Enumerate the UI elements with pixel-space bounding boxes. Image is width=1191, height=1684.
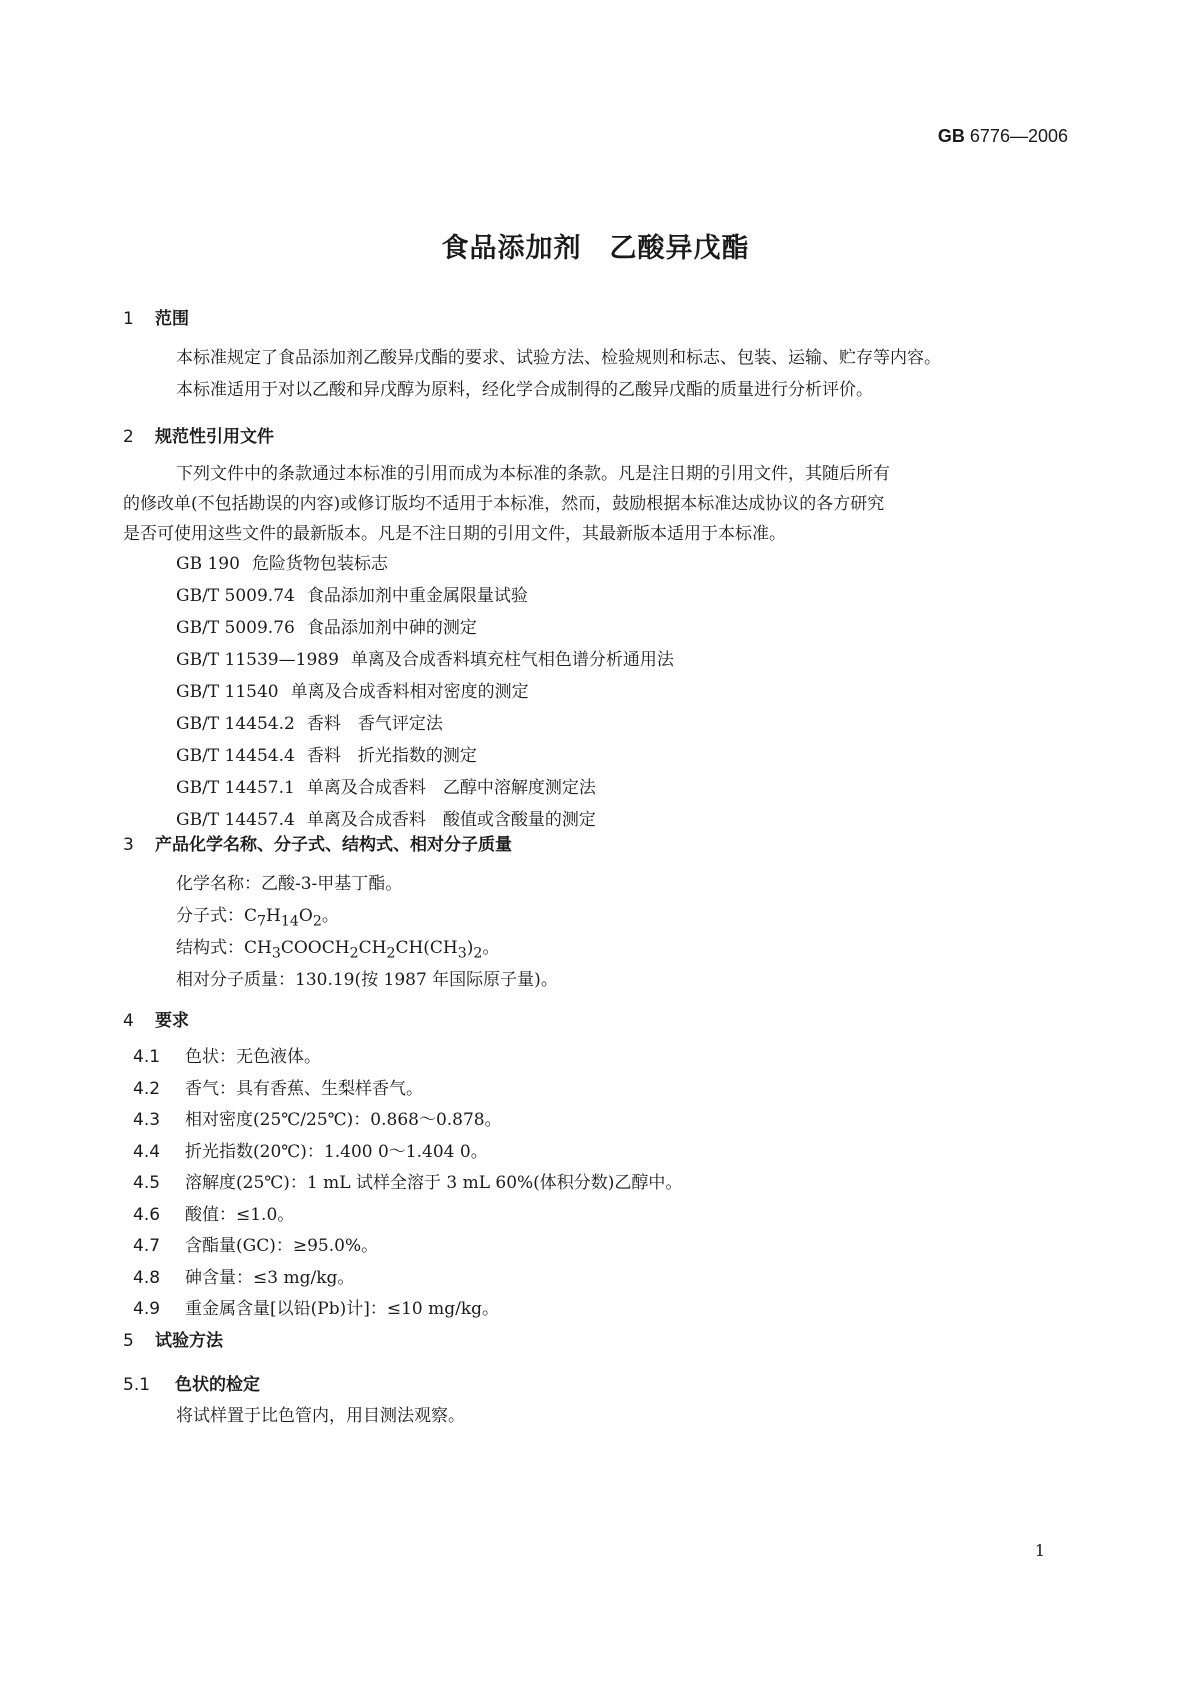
reference-code: GB/T 5009.74 [176, 586, 295, 606]
section-5-heading [123, 1326, 223, 1351]
reference-item [176, 740, 674, 772]
section-title: 试验方法 [155, 1331, 223, 1351]
reference-code: GB/T 11539—1989 [176, 650, 339, 670]
section-1-paragraph: 本标准规定了食品添加剂乙酸异戊酯的要求、试验方法、检验规则和标志、包装、运输、贮存等内容。 [176, 348, 941, 368]
requirement-number: 4.3 [133, 1110, 161, 1130]
standard-code-prefix: GB [937, 126, 965, 146]
subsection-5-1-heading [123, 1370, 260, 1395]
section-1-heading [123, 304, 189, 329]
requirement-text: 酸值：≤1.0。 [185, 1204, 295, 1225]
relative-molecular-mass: 相对分子质量：130.19(按 1987 年国际原子量)。 [176, 970, 558, 990]
reference-code: GB/T 14454.2 [176, 714, 295, 734]
reference-name: 食品添加剂中重金属限量试验 [306, 586, 528, 606]
section-number: 1 [123, 309, 134, 329]
subsection-5-1-text: 将试样置于比色管内，用目测法观察。 [176, 1406, 465, 1426]
reference-item [176, 580, 674, 612]
requirement-number: 4.1 [133, 1047, 161, 1067]
formula-label: 分子式： [176, 906, 244, 926]
section-title: 规范性引用文件 [155, 427, 274, 447]
requirement-number: 4.5 [133, 1173, 161, 1193]
requirement-item [133, 1168, 682, 1200]
document-title: 食品添加剂 乙酸异戊酯 [441, 233, 750, 264]
requirement-item [133, 1231, 682, 1263]
reference-name: 单离及合成香料 酸值或含酸量的测定 [306, 810, 596, 830]
requirement-number: 4.7 [133, 1236, 161, 1256]
requirement-text: 砷含量：≤3 mg/kg。 [185, 1267, 355, 1288]
reference-name: 单离及合成香料相对密度的测定 [290, 682, 529, 702]
section-title: 范围 [155, 309, 189, 329]
requirement-number: 4.4 [133, 1141, 161, 1162]
reference-code: GB/T 11540 [176, 682, 279, 702]
section-2-heading [123, 422, 274, 447]
structural-formula: 结构式：$CH_3COOCH_2CH_2CH(CH_3)_2$。 [176, 938, 500, 962]
requirement-text: 香气：具有香蕉、生梨样香气。 [185, 1078, 423, 1099]
section-2-paragraph-line: 是否可使用这些文件的最新版本。凡是不注日期的引用文件，其最新版本适用于本标准。 [123, 524, 786, 544]
requirement-text: 重金属含量[以铅(Pb)计]：≤10 mg/kg。 [185, 1299, 500, 1319]
reference-code: GB/T 5009.76 [176, 618, 295, 638]
subsection-number: 5.1 [123, 1375, 151, 1395]
section-number: 4 [123, 1011, 134, 1031]
requirements-list [133, 1042, 682, 1326]
requirement-text: 相对密度(25℃/25℃)：0.868～0.878。 [185, 1110, 502, 1130]
section-number: 3 [123, 835, 134, 855]
reference-name: 单离及合成香料填充柱气相色谱分析通用法 [350, 650, 674, 670]
reference-name: 食品添加剂中砷的测定 [306, 618, 477, 638]
structure-label: 结构式： [176, 938, 244, 958]
requirement-text: 溶解度(25℃)：1 mL 试样全溶于 3 mL 60%(体积分数)乙醇中。 [185, 1173, 683, 1193]
page-number: 1 [1034, 1541, 1045, 1560]
section-title: 产品化学名称、分子式、结构式、相对分子质量 [155, 835, 512, 855]
requirement-number: 4.2 [133, 1078, 161, 1099]
requirement-item [133, 1137, 682, 1169]
reference-item [176, 548, 674, 580]
chemical-info [176, 868, 558, 996]
molecular-formula: 分子式：$C_7H_{14}O_2$。 [176, 906, 339, 930]
reference-code: GB/T 14454.4 [176, 746, 295, 766]
reference-name: 香料 折光指数的测定 [306, 746, 477, 766]
section-number: 5 [123, 1331, 134, 1351]
reference-name: 香料 香气评定法 [306, 714, 443, 734]
requirement-item [133, 1042, 682, 1074]
reference-item [176, 644, 674, 676]
reference-code: GB/T 14457.1 [176, 778, 295, 798]
reference-item [176, 708, 674, 740]
standard-code [938, 126, 1068, 147]
subsection-title: 色状的检定 [175, 1375, 260, 1395]
reference-code: GB 190 [176, 554, 240, 574]
normative-references-list [176, 548, 674, 836]
section-number: 2 [123, 427, 134, 447]
section-1-paragraph: 本标准适用于对以乙酸和异戊醇为原料，经化学合成制得的乙酸异戊酯的质量进行分析评价。 [176, 380, 873, 400]
chemical-name: 化学名称：乙酸-3-甲基丁酯。 [176, 874, 403, 894]
requirement-text: 色状：无色液体。 [185, 1047, 321, 1067]
requirement-number: 4.8 [133, 1267, 161, 1288]
requirement-item [133, 1200, 682, 1232]
section-2-paragraph-line: 的修改单(不包括勘误的内容)或修订版均不适用于本标准，然而，鼓励根据本标准达成协议的各方研究 [123, 494, 885, 514]
standard-code-number: 6776—2006 [969, 126, 1068, 146]
section-4-heading [123, 1006, 189, 1031]
reference-item [176, 772, 674, 804]
requirement-item [133, 1294, 682, 1326]
section-title: 要求 [155, 1011, 189, 1031]
reference-item [176, 676, 674, 708]
requirement-text: 含酯量(GC)：≥95.0%。 [185, 1236, 379, 1256]
reference-item [176, 612, 674, 644]
requirement-number: 4.6 [133, 1204, 161, 1225]
requirement-text: 折光指数(20℃)：1.400 0～1.404 0。 [185, 1141, 488, 1162]
reference-name: 危险货物包装标志 [251, 554, 388, 574]
requirement-item [133, 1263, 682, 1295]
reference-code: GB/T 14457.4 [176, 810, 295, 830]
requirement-item [133, 1074, 682, 1106]
requirement-item [133, 1105, 682, 1137]
section-2-paragraph-line: 下列文件中的条款通过本标准的引用而成为本标准的条款。凡是注日期的引用文件，其随后所有 [176, 464, 890, 484]
section-3-heading [123, 830, 512, 855]
reference-name: 单离及合成香料 乙醇中溶解度测定法 [306, 778, 596, 798]
requirement-number: 4.9 [133, 1299, 161, 1319]
